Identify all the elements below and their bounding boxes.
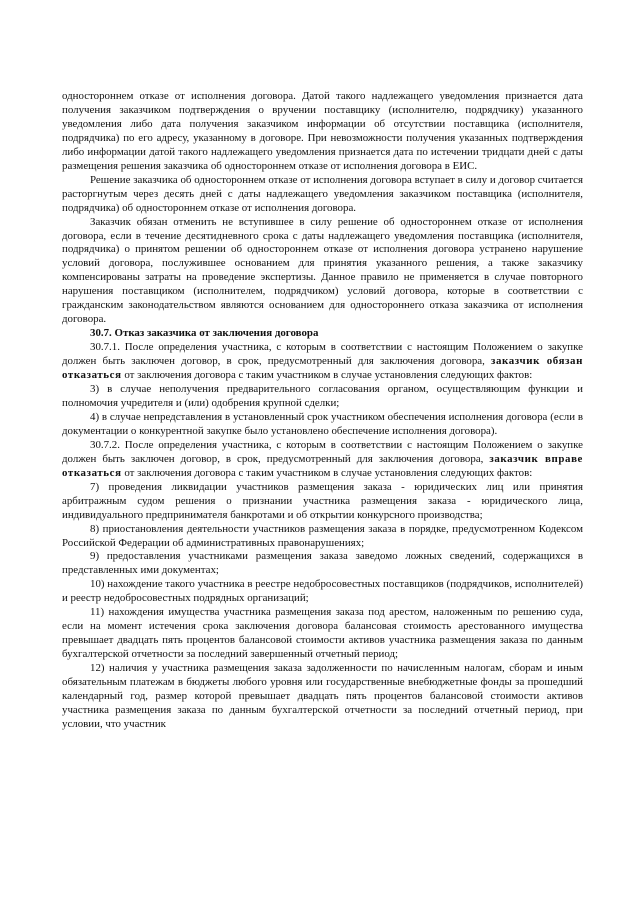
list-item-3: 3) в случае неполучения предварительного согласования органом, осуществляющим функции и полномочия учредителя и (или) одобрения крупной сделки;: [62, 383, 583, 409]
document-page: [62, 90, 583, 732]
list-item-4: 4) в случае непредставления в установленный срок участником обеспечения исполнения договора (если в документации о конкурентной закупке было установлено обеспечение исполнения договора).: [62, 410, 583, 437]
obliged-to-refuse-emphasis: заказчик обязан отказаться: [62, 355, 583, 382]
paragraph-cancel-decision: Заказчик обязан отменить не вступившее в силу решение об одностороннем отказе от исполнения договора, если в течение десятидневного срока с даты надлежащего уведомления поставщика (исполнителя, подрядчика) о принятом решении об одностороннем отказе от исполнения договора устранено нарушение условий договора, послужившее основанием для принятия указанного решения, а также заказчику компенсированы затраты на проведение экспертизы. Данное правило не применяется в случае повторного нарушения поставщиком (исполнителем, подрядчиком) условий договора, которые в соответствии с гражданским законодательством являются основанием для одностороннего отказа заказчика от исполнения договора.: [62, 215, 583, 326]
paragraph-decision-effect: Решение заказчика об одностороннем отказе от исполнения договора вступает в силу и договор считается расторгнутым через десять дней с даты надлежащего уведомления заказчиком поставщика (исполнителя, подрядчика) об одностороннем отказе от исполнения договора.: [62, 173, 583, 214]
paragraph-30-7-1-text-a: 30.7.1. После определения участника, с которым в соответствии с настоящим Положением о закупке должен быть заключен договор, в срок, предусмотренный для заключения договора,: [62, 341, 583, 368]
paragraph-30-7-2-text-c: от заключения договора с таким участником в случае установления следующих фактов:: [124, 466, 533, 479]
list-item-9: 9) предоставления участниками размещения заказа заведомо ложных сведений, содержащихся в представленных ими документах;: [62, 550, 583, 577]
paragraph-notice-date: одностороннем отказе от исполнения договора. Датой такого надлежащего уведомления признается дата получения заказчиком подтверждения о вручении поставщику (исполнителю, подрядчику) указанного уведомления либо дата получения заказчиком информации об отсутствии поставщика (исполнителя, подрядчика) по его адресу, указанному в договоре. При невозможности получения указанных подтверждения либо информации датой такого надлежащего уведомления признается дата по истечении тридцати дней с даты размещения решения заказчика об одностороннем отказе от исполнения договора в ЕИС.: [62, 90, 583, 172]
list-item-10: 10) нахождение такого участника в реестре недобросовестных поставщиков (подрядчиков, исполнителей) и реестр недобросовестных подрядных организаций;: [62, 578, 583, 605]
section-heading-30-7: 30.7. Отказ заказчика от заключения договора: [90, 327, 319, 340]
list-item-11: 11) нахождения имущества участника размещения заказа под арестом, наложенным по решению суда, если на момент истечения срока заключения договора балансовая стоимость арестованного имущества превышает двадцать пять процентов балансовой стоимости активов участника размещения заказа по данным бухгалтерской отчетности за последний завершенный отчетный период;: [62, 606, 583, 661]
paragraph-30-7-2-text-a: 30.7.2. После определения участника, с которым в соответствии с настоящим Положением о закупке должен быть заключен договор, в срок, предусмотренный для заключения договора,: [62, 438, 583, 465]
list-item-12: 12) наличия у участника размещения заказа задолженности по начисленным налогам, сборам и иным обязательным платежам в бюджеты любого уровня или государственные внебюджетные фонды за прошедший календарный год, размер которой превышает двадцать пять процентов балансовой стоимости активов участника размещения заказа по данным бухгалтерской отчетности за последний отчетный период, при условии, что участник: [62, 662, 583, 730]
paragraph-30-7-1: [62, 341, 583, 383]
list-item-8: 8) приостановления деятельности участников размещения заказа в порядке, предусмотренном Кодексом Российской Федерации об административных правонарушениях;: [62, 522, 583, 549]
paragraph-30-7-2: [62, 439, 583, 481]
list-item-7: 7) проведения ликвидации участников размещения заказа - юридических лиц или принятия арбитражным судом решения о признании участника размещения заказа - юридического лица, индивидуального предпринимателя банкротами и об открытии конкурсного производства;: [62, 480, 583, 521]
paragraph-30-7-1-text-c: от заключения договора с таким участником в случае установления следующих фактов:: [124, 369, 533, 382]
entitled-to-refuse-emphasis: заказчик вправе отказаться: [62, 452, 583, 479]
